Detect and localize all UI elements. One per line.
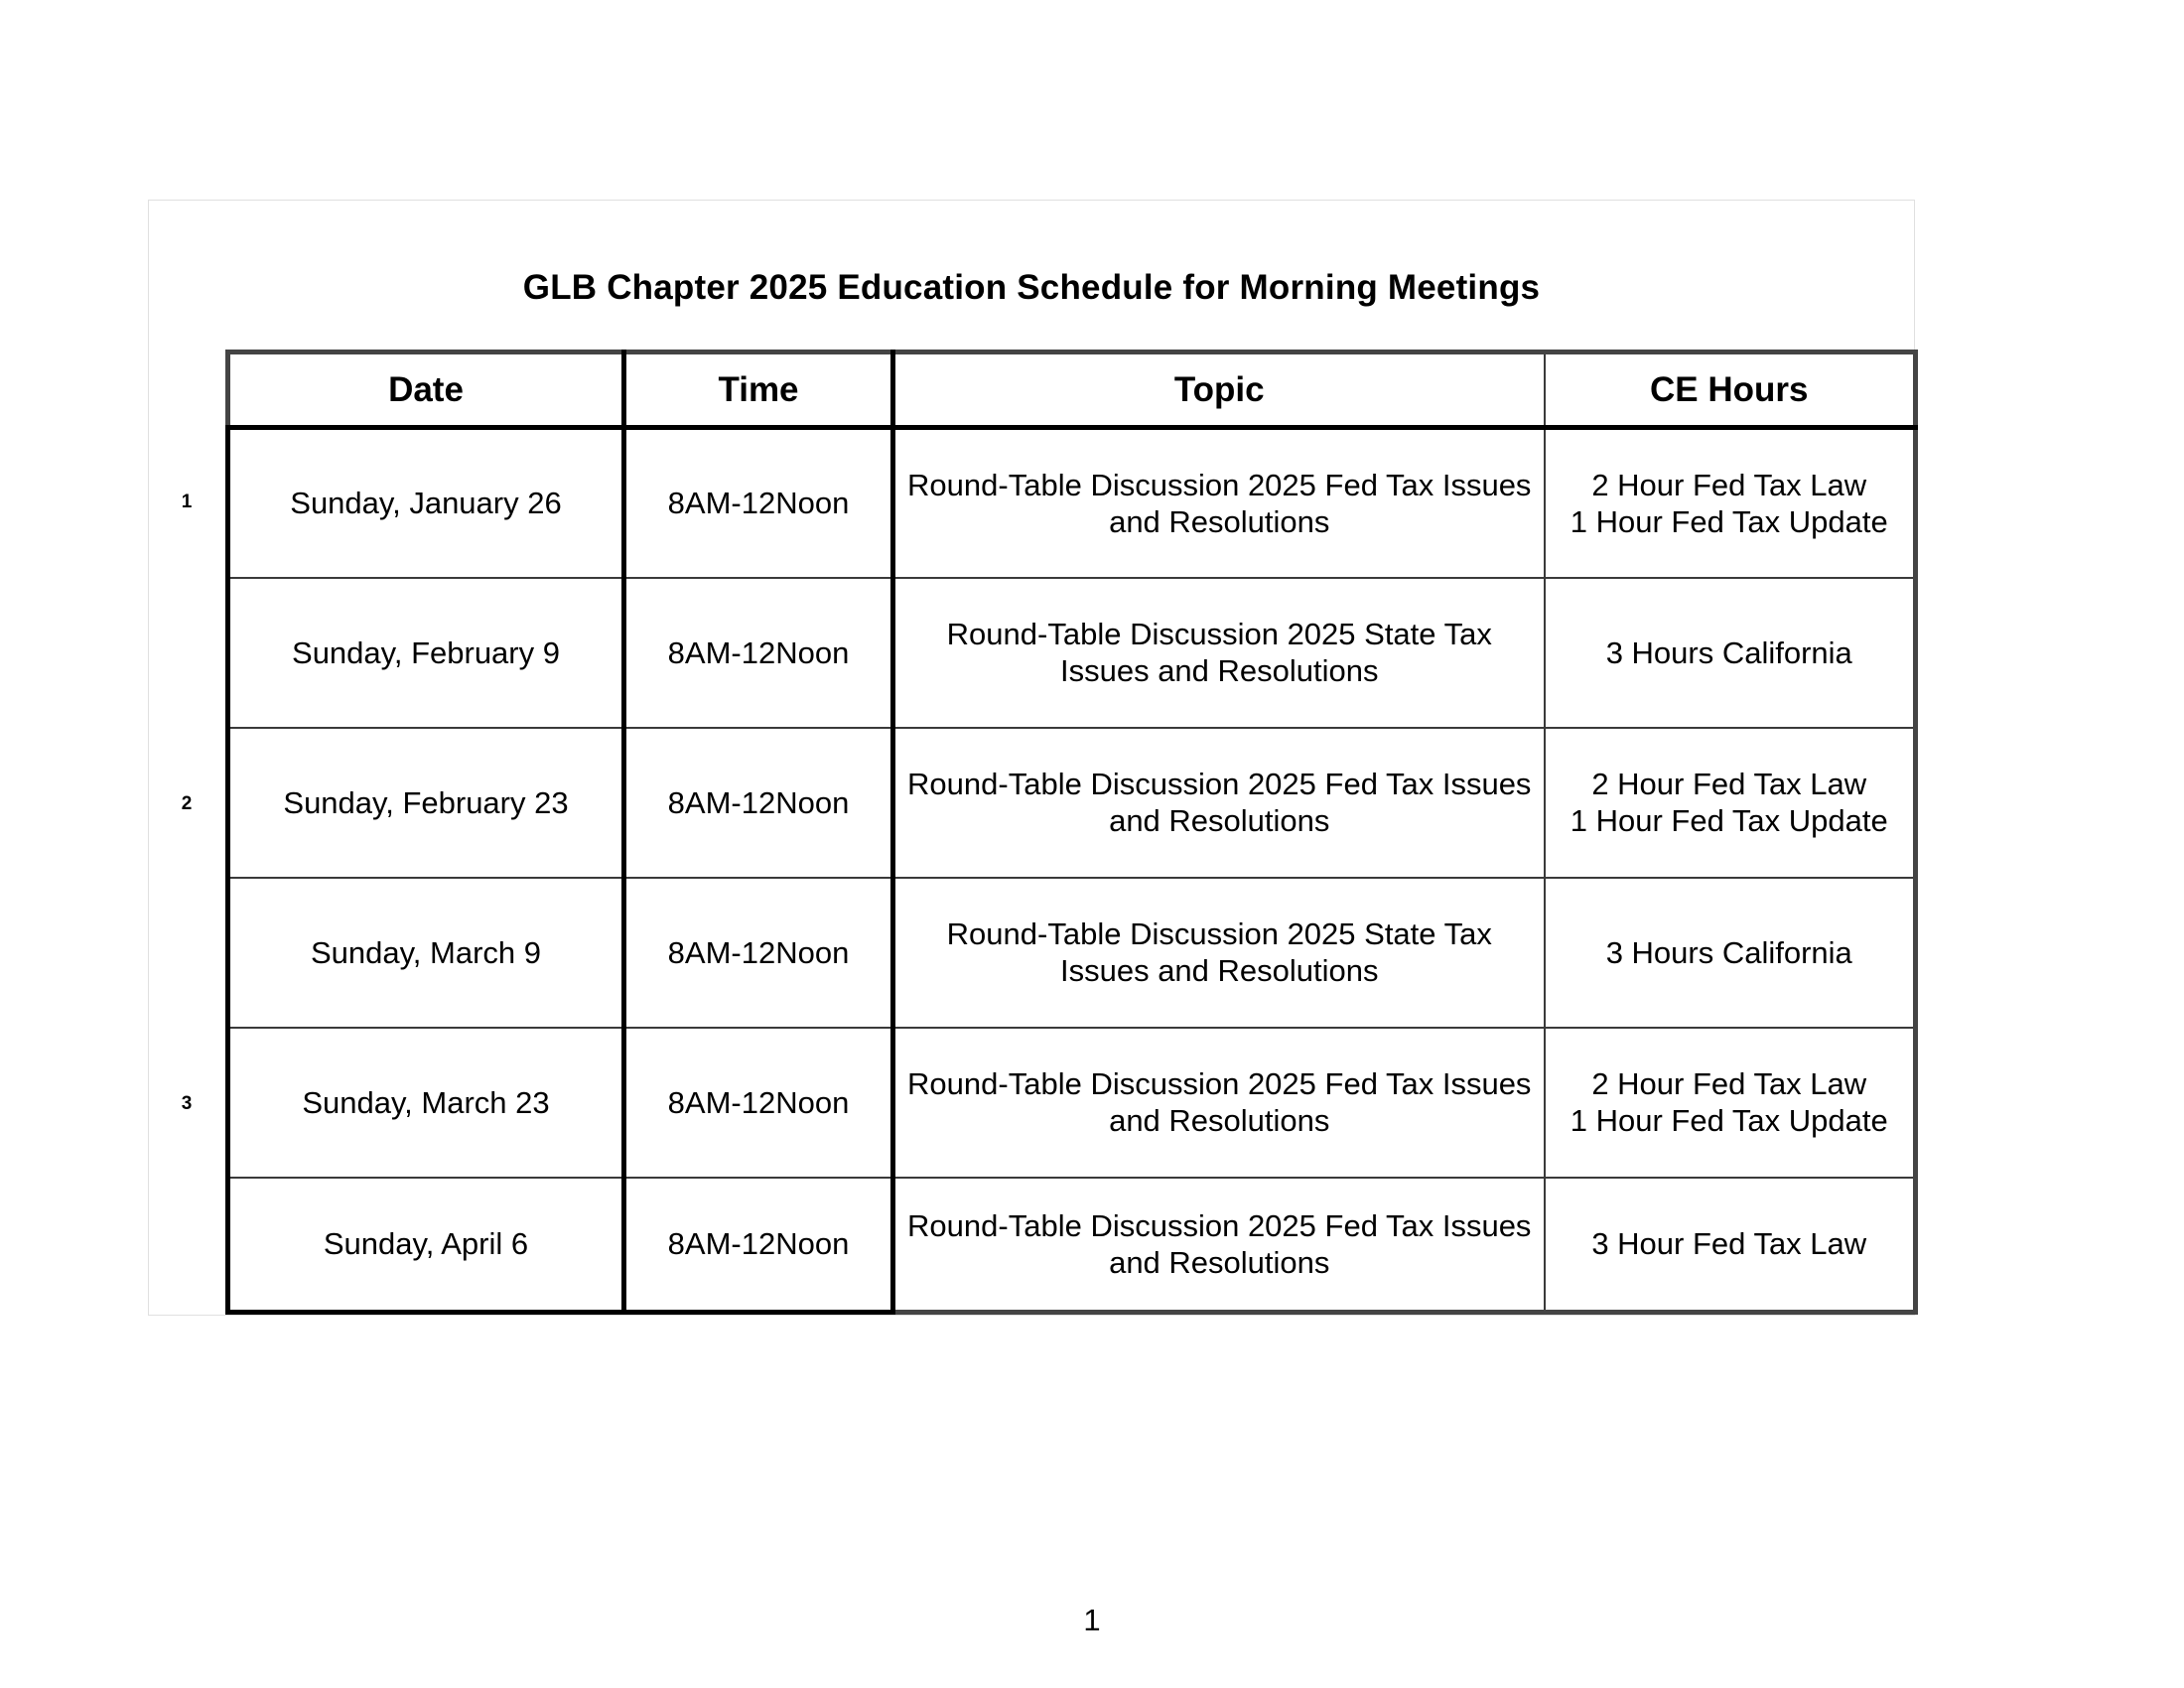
schedule-table: [225, 350, 1918, 1315]
ce-hours-cell: [1545, 878, 1916, 1028]
ce-hours-line: 2 Hour Fed Tax Law: [1591, 467, 1867, 502]
topic-cell: Round-Table Discussion 2025 Fed Tax Issues and Resolutions: [893, 728, 1545, 878]
date-cell: Sunday, March 23: [228, 1028, 624, 1178]
document-title: GLB Chapter 2025 Education Schedule for Morning Meetings: [522, 268, 1541, 307]
header-row: [228, 352, 1916, 428]
time-cell: 8AM-12Noon: [624, 1028, 893, 1178]
table-row: [228, 1178, 1916, 1313]
row-marker-3: 3: [181, 1093, 193, 1114]
date-cell: Sunday, February 23: [228, 728, 624, 878]
header-ce-hours: CE Hours: [1545, 352, 1916, 428]
time-cell: 8AM-12Noon: [624, 878, 893, 1028]
date-cell: Sunday, January 26: [228, 428, 624, 578]
ce-hours-line: 3 Hours California: [1605, 934, 1852, 970]
ce-hours-line: 3 Hour Fed Tax Law: [1591, 1226, 1867, 1262]
topic-cell: Round-Table Discussion 2025 Fed Tax Issues and Resolutions: [893, 428, 1545, 578]
time-cell: 8AM-12Noon: [624, 578, 893, 728]
topic-cell: Round-Table Discussion 2025 Fed Tax Issues and Resolutions: [893, 1178, 1545, 1313]
header-date: Date: [228, 352, 624, 428]
row-marker-1: 1: [181, 492, 193, 512]
time-cell: 8AM-12Noon: [624, 428, 893, 578]
ce-hours-cell: [1545, 428, 1916, 578]
topic-cell: Round-Table Discussion 2025 Fed Tax Issues and Resolutions: [893, 1028, 1545, 1178]
ce-hours-cell: [1545, 728, 1916, 878]
table-row: [228, 728, 1916, 878]
table-row: [228, 428, 1916, 578]
table-row: [228, 578, 1916, 728]
ce-hours-cell: [1545, 1178, 1916, 1313]
date-cell: Sunday, February 9: [228, 578, 624, 728]
ce-hours-line: 1 Hour Fed Tax Update: [1570, 803, 1888, 838]
page-number: 1: [1083, 1603, 1101, 1637]
header-topic: Topic: [893, 352, 1545, 428]
ce-hours-line: 2 Hour Fed Tax Law: [1591, 767, 1867, 801]
table-row: [228, 878, 1916, 1028]
ce-hours-line: 2 Hour Fed Tax Law: [1591, 1066, 1867, 1101]
ce-hours-line: 1 Hour Fed Tax Update: [1570, 1103, 1888, 1138]
date-cell: Sunday, April 6: [228, 1178, 624, 1313]
topic-cell: Round-Table Discussion 2025 State Tax Issues and Resolutions: [893, 578, 1545, 728]
ce-hours-cell: [1545, 1028, 1916, 1178]
ce-hours-line: 3 Hours California: [1605, 634, 1852, 670]
header-time: Time: [624, 352, 893, 428]
time-cell: 8AM-12Noon: [624, 728, 893, 878]
date-cell: Sunday, March 9: [228, 878, 624, 1028]
topic-cell: Round-Table Discussion 2025 State Tax Issues and Resolutions: [893, 878, 1545, 1028]
row-marker-2: 2: [181, 793, 193, 814]
ce-hours-cell: [1545, 578, 1916, 728]
time-cell: 8AM-12Noon: [624, 1178, 893, 1313]
table-row: [228, 1028, 1916, 1178]
ce-hours-line: 1 Hour Fed Tax Update: [1570, 503, 1888, 539]
